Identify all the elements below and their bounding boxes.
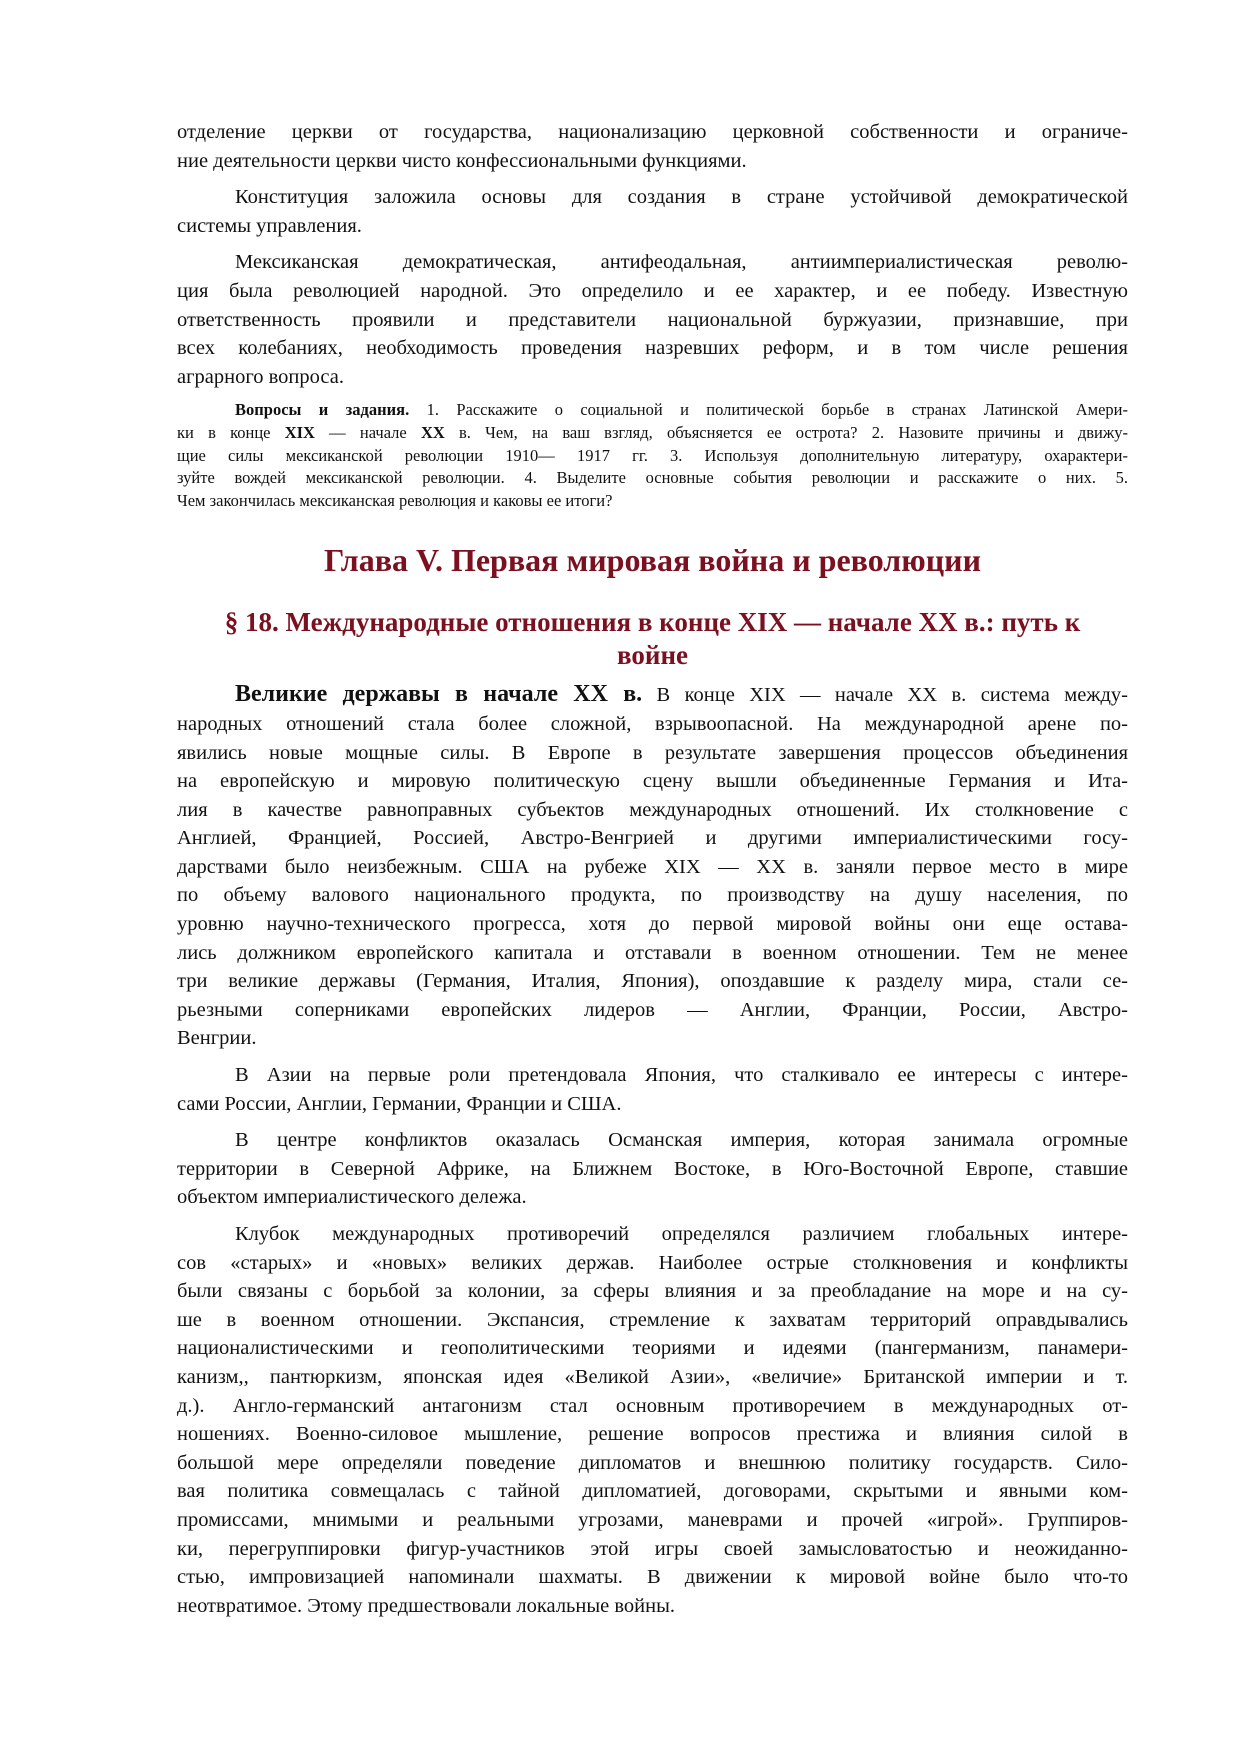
text-line: Клубок международных противоречий определялся различием глобальных интере- xyxy=(235,1223,1128,1245)
text-line: ки, перегруппировки фигур-участников этой игры своей замысловатостью и неожиданно- xyxy=(177,1537,1128,1560)
text-line xyxy=(177,445,1128,468)
paragraph xyxy=(177,118,1128,175)
text-line: д.). Англо-германский антагонизм стал основным противоречием в международных от- xyxy=(177,1394,1128,1417)
text-line: территории в Северной Африке, на Ближнем Востоке, в Юго-Восточной Европе, ставшие xyxy=(177,1157,1128,1180)
section-title-line-2: войне xyxy=(617,640,688,671)
text-line xyxy=(177,467,1128,490)
text-line xyxy=(177,399,1128,422)
paragraph xyxy=(177,248,1128,391)
document-page xyxy=(177,118,1128,1628)
text-line: В центре конфликтов оказалась Османская империя, которая занимала огромные xyxy=(235,1129,1128,1152)
text-line: сами России, Англии, Германии, Франции и США. xyxy=(177,1092,622,1115)
text-line: объектом империалистического дележа. xyxy=(177,1186,527,1209)
text-run: 1. Расскажите о социальной и политической борьбе в странах Латинской Амери- xyxy=(409,400,1128,420)
text-line: ше в военном отношении. Экспансия, стремление к захватам территорий оправдывались xyxy=(177,1308,1128,1331)
text-line: националистическими и геополитическими теориями и идеями (пангерманизм, панамери- xyxy=(177,1337,1128,1360)
chapter-title: Глава V. Первая мировая война и революции xyxy=(323,542,981,579)
text-line: системы управления. xyxy=(177,214,362,237)
text-line: Конституция заложила основы для создания в стране устойчивой демократической xyxy=(235,186,1128,209)
text-run: — начале xyxy=(314,422,421,442)
paragraph xyxy=(177,680,1128,1053)
text-line: народных отношений стала более сложной, взрывоопасной. На международной арене по- xyxy=(177,712,1128,735)
text-line: В Азии на первые роли претендовала Япония, что сталкивало ее интересы с интере- xyxy=(235,1064,1128,1087)
run-in-heading: Великие державы в начале XX в. xyxy=(235,681,643,708)
text-line: ция была революцией народной. Это определило и ее характер, и ее победу. Известную xyxy=(177,279,1128,302)
top-paragraphs xyxy=(177,118,1128,391)
text-line: Мексиканская демократическая, антифеодальная, антиимпериалистическая револю- xyxy=(235,251,1128,274)
bold-text: XIX xyxy=(284,422,315,442)
bold-text: XX xyxy=(420,422,445,442)
text-line: были связаны с борьбой за колонии, за сферы влияния и за преобладание на море и на су- xyxy=(177,1280,1128,1303)
text-line: по объему валового национального продукта, по производству на душу населения, по xyxy=(177,884,1128,907)
text-line: Венгрии. xyxy=(177,1027,257,1050)
text-line: на европейскую и мировую политическую сцену вышли объединенные Германия и Ита- xyxy=(177,770,1128,793)
text-line: неотвратимое. Этому предшествовали локальные войны. xyxy=(177,1594,676,1617)
text-line: ние деятельности церкви чисто конфессиональными функциями. xyxy=(177,149,747,172)
text-line: канизм,, пантюркизм, японская идея «Великой Азии», «величие» Британской империи и т. xyxy=(177,1365,1128,1388)
text-line xyxy=(177,422,1128,445)
text-line: дарствами было неизбежным. США на рубеже XIX — XX в. заняли первое место в мире xyxy=(177,855,1128,878)
text-line: вая политика совмещалась с тайной дипломатией, договорами, скрытыми и явными ком- xyxy=(177,1480,1128,1503)
text-run: ки в конце xyxy=(177,422,285,442)
main-paragraphs xyxy=(177,680,1128,1620)
section-title xyxy=(177,606,1128,672)
text-line: аграрного вопроса. xyxy=(177,365,344,388)
bold-text: Вопросы и задания. xyxy=(235,400,410,420)
text-line: ответственность проявили и представители национальной буржуазии, признавшие, при xyxy=(177,308,1128,331)
text-line: рьезными соперниками европейских лидеров — Англии, Франции, России, Австро- xyxy=(177,998,1128,1021)
text-run: Чем закончилась мексиканская революция и каковы ее итоги? xyxy=(177,490,613,510)
text-run: щие силы мексиканской революции 1910— 1917 гг. 3. Используя дополнительную литературу, охарактери- xyxy=(177,445,1128,465)
text-run: в. Чем, на ваш взгляд, объясняется ее острота? 2. Назовите причины и движу- xyxy=(444,422,1128,442)
text-line: три великие державы (Германия, Италия, Япония), опоздавшие к разделу мира, стали се- xyxy=(177,970,1128,993)
text-line: отделение церкви от государства, национализацию церковной собственности и ограниче- xyxy=(177,121,1128,143)
text-line: Англией, Францией, Россией, Австро-Венгрией и другими империалистическими госу- xyxy=(177,827,1128,850)
text-line: большой мере определяли поведение дипломатов и внешнюю политику государств. Сило- xyxy=(177,1451,1128,1474)
questions-and-tasks xyxy=(177,399,1128,512)
text-line: явились новые мощные силы. В Европе в результате завершения процессов объединения xyxy=(177,741,1128,764)
section-title-line-1: § 18. Международные отношения в конце XIX — начале XX в.: путь к xyxy=(224,607,1081,638)
paragraph xyxy=(177,1220,1128,1620)
text-line: промиссами, мнимыми и реальными угрозами, маневрами и прочей «игрой». Группиров- xyxy=(177,1508,1128,1531)
text-line: ношениях. Военно-силовое мышление, решение вопросов престижа и влияния силой в xyxy=(177,1423,1128,1446)
text-line: сов «старых» и «новых» великих держав. Наиболее острые столкновения и конфликты xyxy=(177,1251,1128,1274)
text-line: лись должником европейского капитала и отставали в военном отношении. Тем не менее xyxy=(177,941,1128,964)
text-line: Великие державы в начале XX в. В конце XIX — начале XX в. система между- xyxy=(235,681,1128,708)
paragraph xyxy=(177,1126,1128,1212)
paragraph xyxy=(177,183,1128,240)
text-line: стью, импровизацией напоминали шахматы. В движении к мировой войне было что-то xyxy=(177,1566,1128,1589)
text-line: всех колебаниях, необходимость проведения назревших реформ, и в том числе решения xyxy=(177,337,1128,360)
text-run: зуйте вождей мексиканской революции. 4. Выделите основные события революции и расскажите о них. 5. xyxy=(177,468,1128,488)
text-line: уровню научно-технического прогресса, хотя до первой мировой войны они еще остава- xyxy=(177,913,1128,936)
paragraph xyxy=(177,1061,1128,1118)
text-line: лия в качестве равноправных субъектов международных отношений. Их столкновение с xyxy=(177,798,1128,821)
text-line xyxy=(177,490,1128,513)
